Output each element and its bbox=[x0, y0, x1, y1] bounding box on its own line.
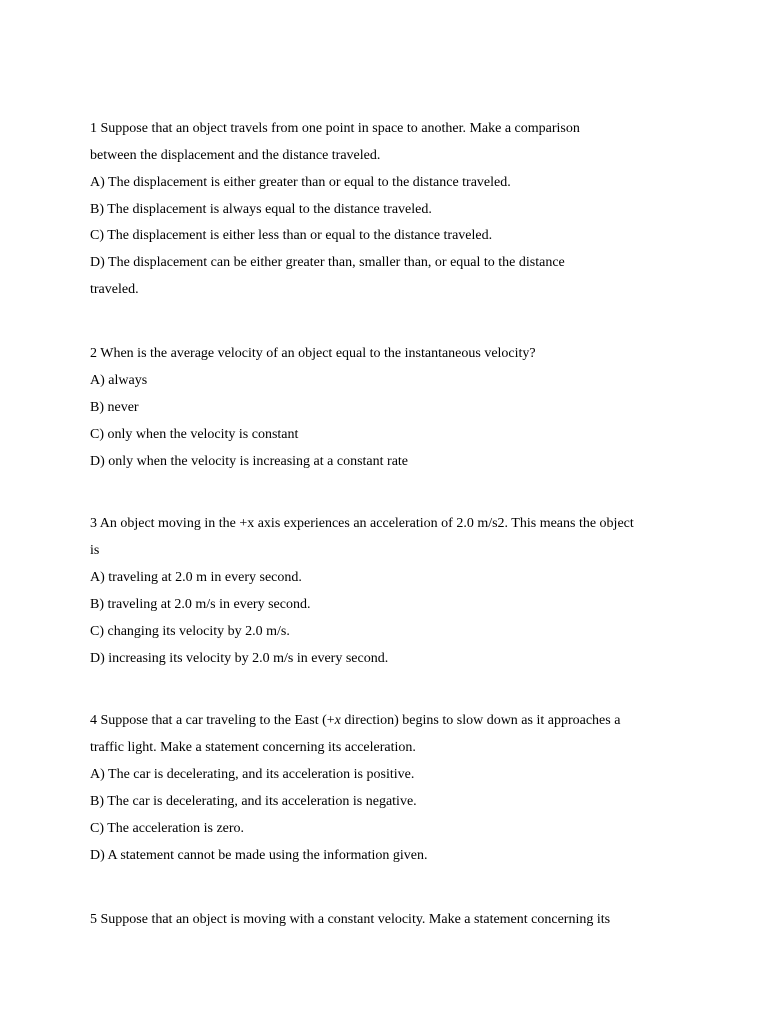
question-1-option-c: C) The displacement is either less than or equal to the distance traveled. bbox=[90, 228, 493, 243]
question-3-option-d: D) increasing its velocity by 2.0 m/s in every second. bbox=[90, 651, 389, 666]
question-3-text: is bbox=[90, 543, 100, 558]
question-2-option-c: C) only when the velocity is constant bbox=[90, 427, 299, 442]
question-1-text: 1 Suppose that an object travels from one point in space to another. Make a comparison bbox=[90, 121, 580, 136]
question-4-option-b: B) The car is decelerating, and its acceleration is negative. bbox=[90, 794, 417, 809]
question-2-option-d: D) only when the velocity is increasing at a constant rate bbox=[90, 454, 409, 469]
question-4-italic-x: x bbox=[334, 713, 341, 728]
question-2-text: 2 When is the average velocity of an object equal to the instantaneous velocity? bbox=[90, 346, 536, 361]
question-2-option-b: B) never bbox=[90, 400, 139, 415]
question-3-option-c: C) changing its velocity by 2.0 m/s. bbox=[90, 624, 290, 639]
question-4-option-d: D) A statement cannot be made using the information given. bbox=[90, 848, 428, 863]
question-3-option-b: B) traveling at 2.0 m/s in every second. bbox=[90, 597, 311, 612]
question-1-option-d: D) The displacement can be either greater than, smaller than, or equal to the distance bbox=[90, 255, 565, 270]
question-4-text-start: 4 Suppose that a car traveling to the East (+ bbox=[90, 713, 335, 728]
question-3-text: 3 An object moving in the +x axis experiences an acceleration of 2.0 m/s2. This means the object bbox=[90, 516, 634, 531]
question-5-text: 5 Suppose that an object is moving with a constant velocity. Make a statement concerning its bbox=[90, 912, 611, 927]
question-4-text bbox=[90, 713, 620, 729]
question-1-option-a: A) The displacement is either greater than or equal to the distance traveled. bbox=[90, 175, 511, 190]
question-4-text-end: direction) begins to slow down as it approaches a bbox=[340, 713, 621, 728]
question-4-text: traffic light. Make a statement concerning its acceleration. bbox=[90, 740, 416, 755]
question-1-option-d: traveled. bbox=[90, 282, 139, 297]
question-4-option-a: A) The car is decelerating, and its acceleration is positive. bbox=[90, 767, 415, 782]
question-3-option-a: A) traveling at 2.0 m in every second. bbox=[90, 570, 302, 585]
question-1-text: between the displacement and the distance traveled. bbox=[90, 148, 381, 163]
question-4-option-c: C) The acceleration is zero. bbox=[90, 821, 245, 836]
question-2-option-a: A) always bbox=[90, 373, 148, 388]
question-1-option-b: B) The displacement is always equal to the distance traveled. bbox=[90, 202, 432, 217]
